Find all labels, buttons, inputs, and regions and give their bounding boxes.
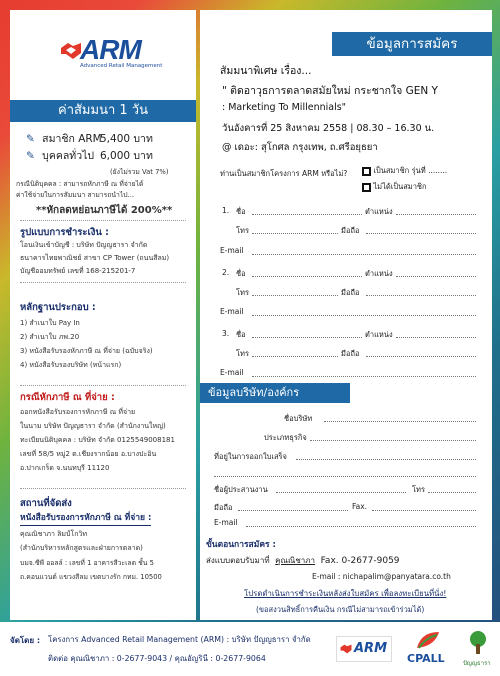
evidence-line: 4) หนังสือรับรองบริษัท (หน้าแรก) [20, 361, 122, 369]
footer-cpall-logo [402, 628, 454, 672]
venue-line: @ เดอะ: สุโกศล กรุงเทพ, ถ.ศรีอยุธยา [222, 142, 378, 153]
evidence-line: 2) สำเนาใบ ภพ.20 [20, 333, 80, 341]
pen-icon: ✎ [26, 150, 35, 162]
member-no-option[interactable] [362, 181, 427, 193]
juristic-note-2: ค่าใช้จ่ายในการสัมมนา สามารถนำไป... [16, 191, 135, 199]
handshake-icon [340, 643, 352, 655]
divider [20, 282, 186, 283]
withholding-line: อ.ปากเกร็ด จ.นนทบุรี 11120 [20, 464, 110, 472]
fee-label: บุคคลทั่วไป [42, 150, 95, 162]
evidence-line: 1) สำเนาใบ Pay In [20, 319, 80, 327]
send-line: ถ.คอนแวนต์ แขวงสีลม เขตบางรัก กทม. 10500 [20, 573, 162, 581]
member-yes-option[interactable] [362, 165, 447, 177]
attendee-number: 1. [222, 206, 230, 215]
divider [20, 385, 186, 386]
send-line: (สำนักบริหารหลักสูตรและฝ่ายการตลาด) [20, 544, 143, 552]
steps-fax: Fax. 0-2677-9059 [320, 556, 400, 566]
withholding-line: ในนาม บริษัท ปัญญธารา จำกัด (สำนักงานใหญ่) [20, 422, 166, 430]
vat-note: (ยังไม่รวม Vat 7%) [110, 168, 169, 176]
footer [0, 622, 500, 676]
evidence-title: หลักฐานประกอบ : [20, 302, 96, 313]
position-input[interactable] [396, 276, 476, 277]
fee-row-member [26, 130, 153, 147]
fee-amount: 5,400 บาท [100, 133, 153, 145]
organized-by-label: จัดโดย : [10, 636, 41, 645]
email-label: E-mail [220, 246, 244, 255]
juristic-note-1: กรณีนิติบุคคล : สามารถหักภาษี ณ ที่จ่ายได้ [16, 180, 144, 188]
mobile-label: มือถือ [341, 288, 360, 297]
company-phone-label: โทร [412, 485, 426, 494]
position-input[interactable] [396, 337, 476, 338]
position-label: ตำแหน่ง [365, 330, 393, 339]
email-label: E-mail [220, 368, 244, 377]
footer-cpall-text: CPALL [407, 652, 445, 665]
email-input[interactable] [252, 315, 476, 316]
mobile-input[interactable] [366, 295, 476, 296]
send-line: บมจ.ซีพี ออลล์ : เลขที่ 1 อาคารสีวะเลต ชั้น 5 [20, 559, 154, 567]
steps-title: ขั้นตอนการสมัคร : [206, 540, 276, 550]
send-subtitle: หนังสือรับรองการหักภาษี ณ ที่จ่าย : [20, 510, 151, 526]
name-input[interactable] [252, 276, 362, 277]
name-label: ชื่อ [236, 207, 246, 216]
position-label: ตำแหน่ง [365, 269, 393, 278]
coordinator-input[interactable] [276, 492, 406, 493]
member-no-label: ไม่ได้เป็นสมาชิก [373, 182, 427, 191]
steps-email: E-mail : nichapalim@panyatara.co.th [312, 572, 451, 581]
organizer-text: โครงการ Advanced Retail Management (ARM) : บริษัท ปัญญธารา จำกัด [48, 635, 311, 644]
registration-title: ข้อมูลการสมัคร [332, 32, 492, 56]
position-label: ตำแหน่ง [365, 207, 393, 216]
pen-icon: ✎ [26, 133, 35, 145]
company-title: ข้อมูลบริษัท/องค์กร [200, 383, 350, 403]
divider [20, 220, 186, 221]
email-label: E-mail [220, 307, 244, 316]
handshake-icon [60, 40, 82, 62]
send-line: คุณณิชาภา ลิมป์โกวิท [20, 530, 88, 538]
company-email-input[interactable] [246, 526, 476, 527]
steps-note: โปรดดำเนินการชำระเงินหลังส่งใบสมัคร เพื่อลงทะเบียนที่นั่ง! [244, 589, 447, 598]
name-label: ชื่อ [236, 269, 246, 278]
member-yes-label: เป็นสมาชิก รุ่นที่ ........ [373, 166, 448, 175]
footer-arm-text: ARM [354, 641, 388, 656]
company-fax-input[interactable] [372, 510, 476, 511]
steps-note-2: (ขอสงวนสิทธิ์การคืนเงิน กรณีไม่สามารถเข้าร่วมได้) [256, 605, 425, 614]
tree-icon [467, 630, 489, 656]
name-input[interactable] [252, 214, 362, 215]
steps-line [206, 554, 400, 567]
company-phone-input[interactable] [428, 492, 476, 493]
seminar-label: สัมมนาพิเศษ เรื่อง... [220, 65, 312, 77]
arm-logo [60, 36, 170, 72]
invoice-address-input-2[interactable] [214, 476, 476, 477]
coordinator-label: ชื่อผู้ประสานงาน [214, 485, 268, 494]
mobile-label: มือถือ [341, 349, 360, 358]
attendee-number: 2. [222, 268, 230, 277]
company-name-input[interactable] [324, 421, 476, 422]
member-question: ท่านเป็นสมาชิกโครงการ ARM หรือไม่? [220, 169, 348, 178]
divider [20, 488, 186, 489]
evidence-line: 3) หนังสือรับรองหักภาษี ณ ที่จ่าย (ฉบับจริง) [20, 347, 153, 355]
contact-text: ติดต่อ คุณณิชาภา : 0-2677-9043 / คุณอัญรินี : 0-2677-9064 [48, 654, 266, 663]
steps-contact: คุณณิชาภา [275, 556, 316, 565]
name-label: ชื่อ [236, 330, 246, 339]
business-type-input[interactable] [310, 440, 476, 441]
footer-panyatara-logo [462, 628, 494, 672]
cpall-leaf-icon [413, 630, 443, 650]
name-input[interactable] [252, 337, 362, 338]
withholding-title: กรณีหักภาษี ณ ที่จ่าย : [20, 392, 115, 403]
fee-label: สมาชิก ARM [42, 133, 102, 145]
left-panel [10, 10, 196, 620]
footer-arm-logo [336, 636, 392, 662]
attendee-number: 3. [222, 329, 230, 338]
mobile-input[interactable] [366, 233, 476, 234]
withholding-line: ทะเบียนนิติบุคคล : บริษัท จำกัด 0125549008181 [20, 436, 175, 444]
date-line: วันอังคารที่ 25 สิงหาคม 2558 | 08.30 – 16.30 น. [222, 123, 435, 134]
phone-label: โทร [236, 226, 250, 235]
invoice-address-label: ที่อยู่ในการออกใบเสร็จ [214, 452, 287, 461]
mobile-input[interactable] [366, 356, 476, 357]
logo-subtitle: Advanced Retail Management [80, 63, 163, 69]
payment-line: ธนาคารไทยพาณิชย์ สาขา CP Tower (ถนนสีลม) [20, 254, 170, 262]
phone-label: โทร [236, 349, 250, 358]
tax-deduction-note: **หักลดหย่อนภาษีได้ 200%** [36, 205, 173, 216]
steps-send: ส่งแบบตอบรับมาที่ [206, 556, 270, 565]
business-type-label: ประเภทธุรกิจ [264, 433, 307, 442]
company-mobile-input[interactable] [238, 510, 348, 511]
fee-amount: 6,000 บาท [100, 150, 153, 162]
payment-line: บัญชีออมทรัพย์ เลขที่ 168-215201-7 [20, 267, 136, 275]
topic-line-2: : Marketing To Millennials" [222, 102, 347, 113]
company-fax-label: Fax. [352, 502, 368, 511]
member-no-checkbox[interactable] [362, 183, 371, 192]
phone-label: โทร [236, 288, 250, 297]
withholding-line: ออกหนังสือรับรองการหักภาษี ณ ที่จ่าย [20, 408, 136, 416]
company-name-label: ชื่อบริษัท [284, 414, 313, 423]
withholding-line: เลขที่ 58/5 หมู่2 ต.เชียงรากน้อย อ.บางปะอิน [20, 450, 157, 458]
fee-title: ค่าสัมมนา 1 วัน [10, 100, 196, 122]
mobile-label: มือถือ [341, 226, 360, 235]
phone-input[interactable] [252, 295, 338, 296]
invoice-address-input[interactable] [296, 459, 476, 460]
fee-row-general [26, 147, 153, 164]
logo-text: ARM [80, 34, 141, 65]
footer-panyatara-text: ปัญญธารา [463, 660, 491, 667]
member-yes-checkbox[interactable] [362, 167, 371, 176]
company-email-label: E-mail [214, 518, 238, 527]
right-panel [200, 10, 492, 620]
send-title: สถานที่จัดส่ง [20, 498, 72, 509]
payment-title: รูปแบบการชำระเงิน : [20, 227, 109, 238]
phone-input[interactable] [252, 233, 338, 234]
company-mobile-label: มือถือ [214, 503, 233, 512]
email-input[interactable] [252, 254, 476, 255]
phone-input[interactable] [252, 356, 338, 357]
topic-line-1: " ติดอาวุธการตลาดสมัยใหม่ กระชากใจ GEN Y [222, 85, 438, 97]
email-input[interactable] [252, 376, 476, 377]
position-input[interactable] [396, 214, 476, 215]
payment-line: โอนเงินเข้าบัญชี : บริษัท ปัญญธารา จำกัด [20, 241, 148, 249]
